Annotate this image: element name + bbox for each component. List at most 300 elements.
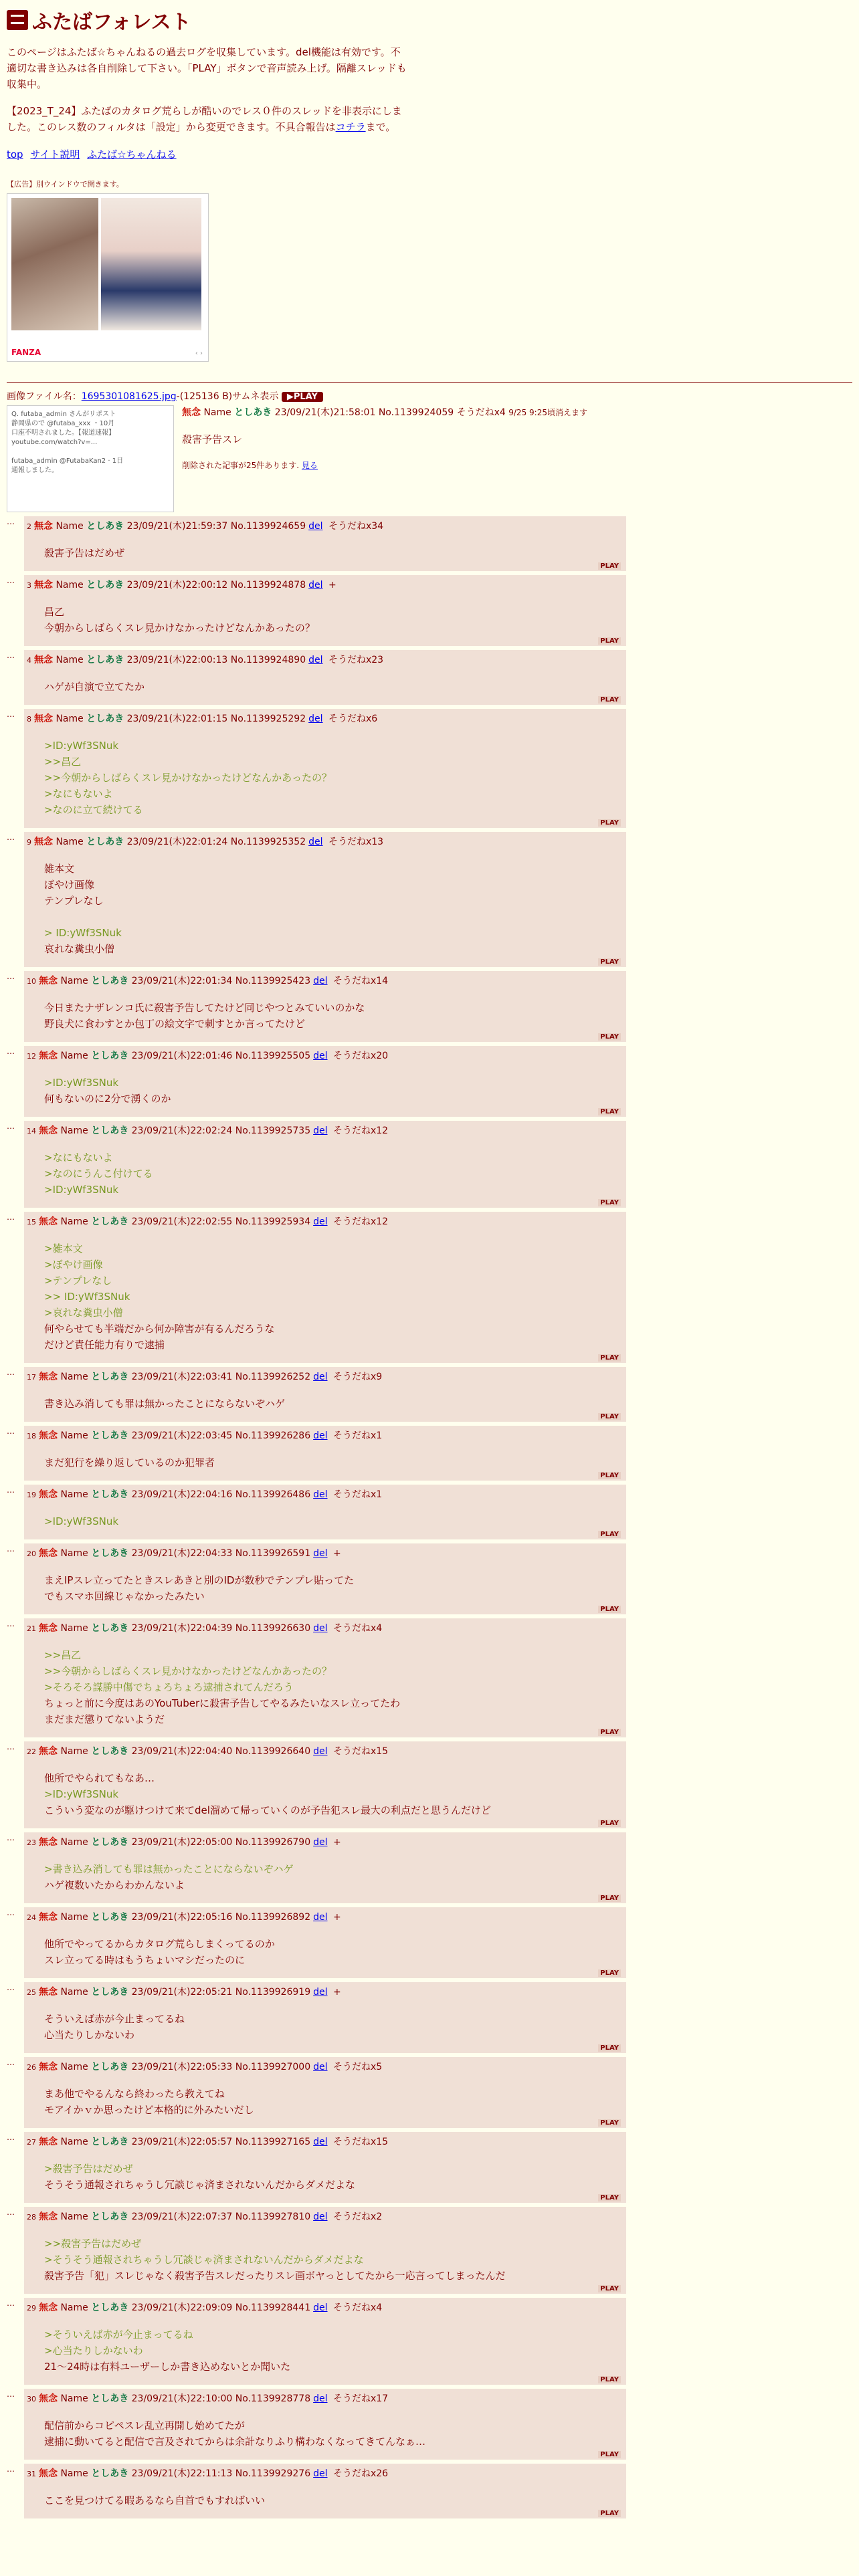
reply-marker: … — [7, 833, 15, 842]
reply-body — [44, 1455, 621, 1471]
reply-index: 8 — [27, 715, 31, 724]
body-line — [44, 909, 621, 925]
reply-play — [27, 1969, 621, 1977]
soudane-button[interactable]: そうだねx34 — [325, 521, 384, 532]
body-line: 昌乙 — [44, 606, 65, 618]
reply-index: 25 — [27, 1988, 36, 1997]
reply-post — [24, 1543, 626, 1614]
reply-subject: 無念 — [39, 1746, 58, 1757]
reply-marker: … — [7, 710, 15, 719]
reply-name-label: Name — [53, 655, 87, 665]
nav-link-top[interactable]: top — [7, 148, 23, 160]
body-line: ハゲ複数いたからわかんないよ — [44, 1879, 185, 1891]
reply-subject: 無念 — [39, 1837, 58, 1848]
file-link[interactable]: 1695301081625.jpg — [81, 391, 177, 402]
reply-play-button[interactable]: PLAY — [598, 1472, 621, 1479]
reply-header — [27, 654, 621, 667]
reply-number[interactable]: No.1139924890 — [230, 655, 306, 665]
op-header — [182, 405, 587, 419]
site-header — [7, 5, 852, 35]
reply-post — [24, 1212, 626, 1363]
soudane-button[interactable]: そうだねx12 — [330, 1125, 389, 1136]
reply-name-label: Name — [58, 2468, 92, 2479]
ad-banner[interactable] — [7, 193, 209, 362]
divider — [7, 382, 852, 383]
delete-link[interactable]: del — [313, 1548, 328, 1559]
thumb-text: Q. futaba_admin さんがリポスト 静岡県ので @futaba_xxx ・10月 口座不明されました。【報道速報】 youtube.com/watch?v=... futaba_admin @FutabaKan2 · 1日 通報しました。 — [11, 411, 124, 474]
reply-datetime: 23/09/21(木)22:05:00 — [128, 1837, 235, 1848]
reply-datetime: 23/09/21(木)22:05:21 — [128, 1987, 235, 1998]
reply-header — [27, 713, 621, 726]
delete-link[interactable]: del — [313, 1489, 328, 1500]
reply-row — [7, 1618, 852, 1737]
reply-marker: … — [7, 576, 15, 585]
reply-play-button[interactable]: PLAY — [598, 1413, 621, 1420]
reply-post — [24, 1618, 626, 1737]
reply-post — [24, 2389, 626, 2460]
reply-name: としあき — [86, 714, 124, 724]
soudane-button[interactable]: + — [330, 1987, 341, 1998]
reply-datetime: 23/09/21(木)22:09:09 — [128, 2302, 235, 2313]
op-soudane[interactable]: そうだねx4 — [456, 407, 506, 418]
quote-line: >>今朝からしばらくスレ見かけなかったけどなんかあったの？ — [44, 1665, 332, 1677]
reply-number[interactable]: No.1139925292 — [230, 714, 306, 724]
quote-line: >ID:yWf3SNuk — [44, 1077, 119, 1089]
reply-datetime: 23/09/21(木)22:05:57 — [128, 2137, 235, 2147]
reply-number[interactable]: No.1139925423 — [235, 976, 311, 986]
reply-name: としあき — [86, 655, 124, 665]
reply-body — [44, 1150, 621, 1198]
delete-link[interactable]: del — [313, 2137, 328, 2147]
reply-subject: 無念 — [39, 1987, 58, 1998]
reply-post — [24, 2057, 626, 2128]
reply-name: としあき — [91, 976, 129, 986]
reply-row — [7, 1485, 852, 1539]
delete-link[interactable]: del — [313, 1430, 328, 1441]
reply-row — [7, 1741, 852, 1828]
reply-play-button[interactable]: PLAY — [598, 2194, 621, 2202]
reply-play-button[interactable]: PLAY — [598, 637, 621, 645]
reply-marker: … — [7, 1908, 15, 1917]
reply-number[interactable]: No.1139925352 — [230, 837, 306, 847]
reply-subject: 無念 — [39, 1548, 58, 1559]
reply-marker: … — [7, 1833, 15, 1842]
reply-play-button[interactable]: PLAY — [598, 2285, 621, 2292]
reply-body — [44, 1936, 621, 1968]
delete-link[interactable]: del — [308, 521, 323, 532]
reply-play-button[interactable]: PLAY — [598, 1354, 621, 1362]
reply-index: 3 — [27, 581, 31, 590]
reply-row — [7, 1367, 852, 1422]
reply-body — [44, 1647, 621, 1727]
reply-play-button[interactable]: PLAY — [598, 2119, 621, 2127]
reply-name: としあき — [91, 1623, 129, 1634]
reply-name-label: Name — [58, 1125, 92, 1136]
quote-line: >そうそう通報されちゃうし冗談じゃ済まされないんだからダメだよな — [44, 2254, 364, 2266]
reply-marker: … — [7, 1619, 15, 1628]
delete-link[interactable]: del — [308, 580, 323, 591]
delete-link[interactable]: del — [313, 1987, 328, 1998]
reply-subject: 無念 — [39, 976, 58, 986]
reply-play-button[interactable]: PLAY — [598, 696, 621, 704]
reply-number[interactable]: No.1139929276 — [235, 2468, 311, 2479]
reply-header — [27, 1050, 621, 1063]
soudane-button[interactable]: そうだねx13 — [325, 837, 384, 847]
reply-play-button[interactable]: PLAY — [598, 1108, 621, 1115]
reply-body — [44, 1572, 621, 1604]
reply-header — [27, 2393, 621, 2405]
reply-name-label: Name — [58, 1216, 92, 1227]
delete-link[interactable]: del — [313, 1746, 328, 1757]
reply-subject: 無念 — [39, 2062, 58, 2072]
reply-index: 28 — [27, 2213, 36, 2222]
delete-link[interactable]: del — [313, 1912, 328, 1923]
reply-datetime: 23/09/21(木)22:03:45 — [128, 1430, 235, 1441]
nav-link-futaba[interactable]: ふたば☆ちゃんねる — [87, 148, 177, 160]
soudane-button[interactable]: + — [325, 580, 337, 591]
body-line: ちょっと前に今度はあのYouTuberに殺害予告してやるみたいなスレ立ってたわ — [44, 1697, 401, 1709]
delete-link[interactable]: del — [313, 1216, 328, 1227]
nav-links — [7, 147, 852, 161]
reply-name-label: Name — [58, 1987, 92, 1998]
reply-play — [27, 1820, 621, 1827]
soudane-button[interactable]: そうだねx14 — [330, 976, 389, 986]
reply-marker: … — [7, 1544, 15, 1553]
delete-link[interactable]: del — [313, 2468, 328, 2479]
reply-body — [44, 2236, 621, 2284]
reply-datetime: 23/09/21(木)22:01:34 — [128, 976, 235, 986]
reply-post — [24, 1121, 626, 1208]
delete-link[interactable]: del — [313, 2212, 328, 2222]
intro-text: このページはふたば☆ちゃんねるの過去ログを収集しています。del機能は有効です。不適切な書き込みは各自削除して下さい。「PLAY」ボタンで音声読み上げ。隔離スレッドも収集中。 — [7, 46, 407, 90]
body-line: 野良犬に食わすとか包丁の絵文字で刺すとか言ってたけど — [44, 1018, 306, 1030]
play-button[interactable]: ▶PLAY — [282, 392, 323, 402]
reply-number[interactable]: No.1139927000 — [235, 2062, 311, 2072]
reply-marker: … — [7, 1485, 15, 1495]
notice-post: まで。 — [365, 121, 396, 133]
reply-marker: … — [7, 2464, 15, 2474]
quote-line: >そろそろ謀勝中傷でちょろちょろ逮捕されてんだろう — [44, 1681, 294, 1693]
reply-datetime: 23/09/21(木)21:59:37 — [124, 521, 231, 532]
reply-subject: 無念 — [34, 837, 53, 847]
reply-marker: … — [7, 1047, 15, 1056]
quote-line: >心当たりしかないわ — [44, 2345, 143, 2357]
reply-name: としあき — [86, 580, 124, 591]
soudane-button[interactable]: そうだねx1 — [330, 1430, 383, 1441]
reply-body — [44, 738, 621, 818]
quote-line: >ID:yWf3SNuk — [44, 1184, 119, 1196]
soudane-button[interactable]: そうだねx2 — [330, 2212, 383, 2222]
soudane-button[interactable]: + — [330, 1912, 341, 1923]
reply-body — [44, 604, 621, 636]
op-name-label: Name — [203, 407, 231, 418]
reply-play-button[interactable]: PLAY — [598, 819, 621, 827]
reply-body — [44, 1000, 621, 1032]
reply-header — [27, 2302, 621, 2315]
body-line: 哀れな糞虫小僧 — [44, 943, 115, 955]
deleted-note — [182, 459, 587, 471]
reply-number[interactable]: No.1139927165 — [235, 2137, 311, 2147]
notice-pre: 【2023_T_24】ふたばのカタログ荒らしが酷いのでレス０件のスレッドを非表示にしました。このレス数のフィルタは「設定」から変更できます。不具合報告は — [7, 105, 402, 133]
reply-header — [27, 836, 621, 849]
reply-subject: 無念 — [34, 521, 53, 532]
delete-link[interactable]: del — [313, 2062, 328, 2072]
reply-header — [27, 2211, 621, 2224]
reply-name: としあき — [91, 2212, 129, 2222]
quote-line: >なのに立て続けてる — [44, 804, 143, 816]
soudane-button[interactable]: + — [330, 1837, 341, 1848]
delete-link[interactable]: del — [313, 2302, 328, 2313]
reply-marker: … — [7, 1983, 15, 1992]
reply-marker: … — [7, 2389, 15, 2399]
reply-play — [27, 2510, 621, 2517]
reply-post — [24, 1046, 626, 1117]
op-expire: 9/25 9:25頃消えます — [508, 408, 587, 417]
reply-row — [7, 1832, 852, 1903]
reply-name: としあき — [91, 1372, 129, 1382]
delete-link[interactable]: del — [308, 655, 323, 665]
op-thumbnail[interactable] — [7, 405, 174, 512]
reply-index: 29 — [27, 2304, 36, 2313]
reply-datetime: 23/09/21(木)22:05:16 — [128, 1912, 235, 1923]
soudane-button[interactable]: そうだねx4 — [330, 1623, 383, 1634]
reply-play — [27, 2376, 621, 2383]
nav-link-about[interactable]: サイト説明 — [30, 148, 80, 160]
reply-play-button[interactable]: PLAY — [598, 958, 621, 966]
reply-subject: 無念 — [39, 2137, 58, 2147]
reply-play — [27, 819, 621, 827]
reply-play — [27, 1606, 621, 1613]
deleted-note-text: 削除された記事が25件あります. — [182, 461, 300, 470]
reply-post — [24, 1982, 626, 2053]
reply-row — [7, 1907, 852, 1978]
soudane-button[interactable]: そうだねx23 — [325, 655, 384, 665]
reply-row — [7, 516, 852, 571]
soudane-button[interactable]: そうだねx20 — [330, 1051, 389, 1061]
reply-header — [27, 1986, 621, 1999]
reply-play-button[interactable]: PLAY — [598, 2510, 621, 2517]
reply-play — [27, 1472, 621, 1479]
reply-header — [27, 1489, 621, 1501]
thread-file-line — [7, 389, 852, 403]
reply-datetime: 23/09/21(木)22:01:46 — [128, 1051, 235, 1061]
reply-header — [27, 579, 621, 592]
reply-name: としあき — [91, 1125, 129, 1136]
reply-play-button[interactable]: PLAY — [598, 1033, 621, 1041]
reply-row — [7, 1046, 852, 1117]
reply-number[interactable]: No.1139926286 — [235, 1430, 311, 1441]
reply-name-label: Name — [58, 2302, 92, 2313]
delete-link[interactable]: del — [308, 714, 323, 724]
reply-number[interactable]: No.1139924659 — [230, 521, 306, 532]
reply-subject: 無念 — [34, 655, 53, 665]
reply-number[interactable]: No.1139928778 — [235, 2393, 311, 2404]
reply-header — [27, 1216, 621, 1228]
body-line: モアイかｖか思ったけど本格的に外みたいだし — [44, 2104, 254, 2116]
reply-marker: … — [7, 2208, 15, 2217]
reply-index: 19 — [27, 1491, 36, 1499]
delete-link[interactable]: del — [313, 1837, 328, 1848]
body-line: 今朝からしばらくスレ見かけなかったけどなんかあったの？ — [44, 622, 315, 634]
reply-play — [27, 637, 621, 645]
reply-play-button[interactable]: PLAY — [598, 2451, 621, 2458]
reply-datetime: 23/09/21(木)22:07:37 — [128, 2212, 235, 2222]
reply-datetime: 23/09/21(木)22:04:16 — [128, 1489, 235, 1500]
soudane-button[interactable]: + — [330, 1548, 341, 1559]
soudane-button[interactable]: そうだねx9 — [330, 1372, 383, 1382]
ad-nav-arrows[interactable]: ‹ › — [195, 350, 203, 357]
body-line: 雑本文 — [44, 863, 75, 875]
delete-link[interactable]: del — [313, 976, 328, 986]
reply-body — [44, 679, 621, 695]
body-line: 殺害予告「犯」スレじゃなく殺害予告スレだったりスレ画ボヤっとしてたから一応言ってしまったんだ — [44, 2270, 506, 2282]
reply-number[interactable]: No.1139926630 — [235, 1623, 311, 1634]
reply-subject: 無念 — [39, 1489, 58, 1500]
reply-index: 10 — [27, 977, 36, 986]
reply-play-button[interactable]: PLAY — [598, 1729, 621, 1736]
reply-subject: 無念 — [39, 2393, 58, 2404]
reply-body — [44, 1770, 621, 1818]
show-deleted-link[interactable]: 見る — [301, 461, 318, 470]
reply-number[interactable]: No.1139926790 — [235, 1837, 311, 1848]
reply-post — [24, 1832, 626, 1903]
quote-line: >ID:yWf3SNuk — [44, 740, 119, 752]
reply-play-button[interactable]: PLAY — [598, 1531, 621, 1538]
reply-body — [44, 1861, 621, 1893]
reply-play-button[interactable]: PLAY — [598, 2376, 621, 2383]
reply-number[interactable]: No.1139924878 — [230, 580, 306, 591]
soudane-button[interactable]: そうだねx1 — [330, 1489, 383, 1500]
delete-link[interactable]: del — [313, 1623, 328, 1634]
reply-number[interactable]: No.1139926591 — [235, 1548, 311, 1559]
reply-index: 18 — [27, 1432, 36, 1440]
op-subject: 無念 — [182, 407, 201, 418]
delete-link[interactable]: del — [313, 1051, 328, 1061]
body-line: テンプレなし — [44, 895, 104, 907]
reply-body — [44, 1241, 621, 1353]
reply-play — [27, 2119, 621, 2127]
reply-marker: … — [7, 1212, 15, 1222]
op-datetime: 23/09/21(木)21:58:01 — [274, 407, 376, 418]
reply-play-button[interactable]: PLAY — [598, 1199, 621, 1206]
reply-post — [24, 1741, 626, 1828]
reply-play — [27, 2451, 621, 2458]
reply-number[interactable]: No.1139925934 — [235, 1216, 311, 1227]
delete-link[interactable]: del — [313, 1372, 328, 1382]
reply-header — [27, 1836, 621, 1849]
reply-datetime: 23/09/21(木)22:10:00 — [128, 2393, 235, 2404]
reply-row — [7, 1121, 852, 1208]
reply-play-button[interactable]: PLAY — [598, 1969, 621, 1977]
reply-number[interactable]: No.1139927810 — [235, 2212, 311, 2222]
body-line: 何もないのに2分で湧くのか — [44, 1093, 171, 1105]
reply-subject: 無念 — [34, 714, 53, 724]
soudane-button[interactable]: そうだねx17 — [330, 2393, 389, 2404]
reply-number[interactable]: No.1139925505 — [235, 1051, 311, 1061]
reply-name: としあき — [91, 1987, 129, 1998]
reply-index: 17 — [27, 1373, 36, 1382]
body-line: スレ立ってる時はもうちょいマシだったのに — [44, 1954, 246, 1966]
reply-row — [7, 2464, 852, 2518]
reply-play-button[interactable]: PLAY — [598, 1895, 621, 1902]
reply-number[interactable]: No.1139928441 — [235, 2302, 311, 2313]
quote-line: >なにもないよ — [44, 788, 113, 800]
quote-line: >殺害予告はだめぜ — [44, 2163, 133, 2175]
reply-number[interactable]: No.1139926919 — [235, 1987, 311, 1998]
op-number[interactable]: No.1139924059 — [378, 407, 454, 418]
body-line: ハゲが自演で立てたか — [44, 681, 145, 693]
body-line: まえIPスレ立ってたときスレあきと別のIDが数秒でテンプレ貼ってた — [44, 1574, 355, 1586]
report-link[interactable]: コチラ — [335, 121, 366, 133]
reply-post — [24, 971, 626, 1042]
reply-datetime: 23/09/21(木)22:04:33 — [128, 1548, 235, 1559]
reply-play-button[interactable]: PLAY — [598, 562, 621, 570]
reply-header — [27, 1125, 621, 1138]
reply-name: としあき — [91, 1912, 129, 1923]
quote-line: > ID:yWf3SNuk — [44, 927, 122, 939]
quote-line: >> ID:yWf3SNuk — [44, 1291, 130, 1303]
op-post — [7, 405, 852, 512]
reply-marker: … — [7, 972, 15, 981]
reply-play — [27, 562, 621, 570]
delete-link[interactable]: del — [313, 2393, 328, 2404]
reply-index: 12 — [27, 1052, 36, 1061]
reply-play-button[interactable]: PLAY — [598, 1606, 621, 1613]
ad-image-left — [11, 198, 98, 330]
reply-name-label: Name — [58, 1837, 92, 1848]
delete-link[interactable]: del — [308, 837, 323, 847]
reply-subject: 無念 — [39, 1430, 58, 1441]
soudane-button[interactable]: そうだねx4 — [330, 2302, 383, 2313]
soudane-button[interactable]: そうだねx15 — [330, 1746, 389, 1757]
ad-label: 【広告】別ウインドウで開きます。 — [7, 180, 124, 189]
reply-index: 26 — [27, 2063, 36, 2072]
reply-marker: … — [7, 2058, 15, 2067]
soudane-button[interactable]: そうだねx5 — [330, 2062, 383, 2072]
file-label: 画像ファイル名： — [7, 391, 82, 402]
delete-link[interactable]: del — [313, 1125, 328, 1136]
quote-line: >ID:yWf3SNuk — [44, 1788, 119, 1800]
reply-post — [24, 709, 626, 828]
body-line: 配信前からコピペスレ乱立再開し始めてたが — [44, 2420, 245, 2432]
soudane-button[interactable]: そうだねx26 — [330, 2468, 389, 2479]
soudane-button[interactable]: そうだねx12 — [330, 1216, 389, 1227]
reply-number[interactable]: No.1139926892 — [235, 1912, 311, 1923]
body-line: そういえば赤が今止まってるね — [44, 2013, 185, 2025]
soudane-button[interactable]: そうだねx15 — [330, 2137, 389, 2147]
reply-number[interactable]: No.1139926252 — [235, 1372, 311, 1382]
reply-play-button[interactable]: PLAY — [598, 1820, 621, 1827]
reply-datetime: 23/09/21(木)22:00:13 — [124, 655, 231, 665]
quote-line: >>殺害予告はだめぜ — [44, 2238, 142, 2250]
reply-header — [27, 1371, 621, 1384]
reply-number[interactable]: No.1139926486 — [235, 1489, 311, 1500]
reply-number[interactable]: No.1139925735 — [235, 1125, 311, 1136]
reply-number[interactable]: No.1139926640 — [235, 1746, 311, 1757]
soudane-button[interactable]: そうだねx6 — [325, 714, 378, 724]
reply-name: としあき — [91, 2137, 129, 2147]
reply-marker: … — [7, 517, 15, 526]
reply-datetime: 23/09/21(木)22:01:24 — [124, 837, 231, 847]
reply-marker: … — [7, 1426, 15, 1436]
reply-name: としあき — [91, 1430, 129, 1441]
reply-list — [7, 516, 852, 2518]
reply-subject: 無念 — [34, 580, 53, 591]
reply-post — [24, 1907, 626, 1978]
reply-datetime: 23/09/21(木)22:02:24 — [128, 1125, 235, 1136]
reply-play-button[interactable]: PLAY — [598, 2044, 621, 2052]
body-line: そうそう通報されちゃうし冗談じゃ済まされないんだからダメだよな — [44, 2179, 356, 2191]
